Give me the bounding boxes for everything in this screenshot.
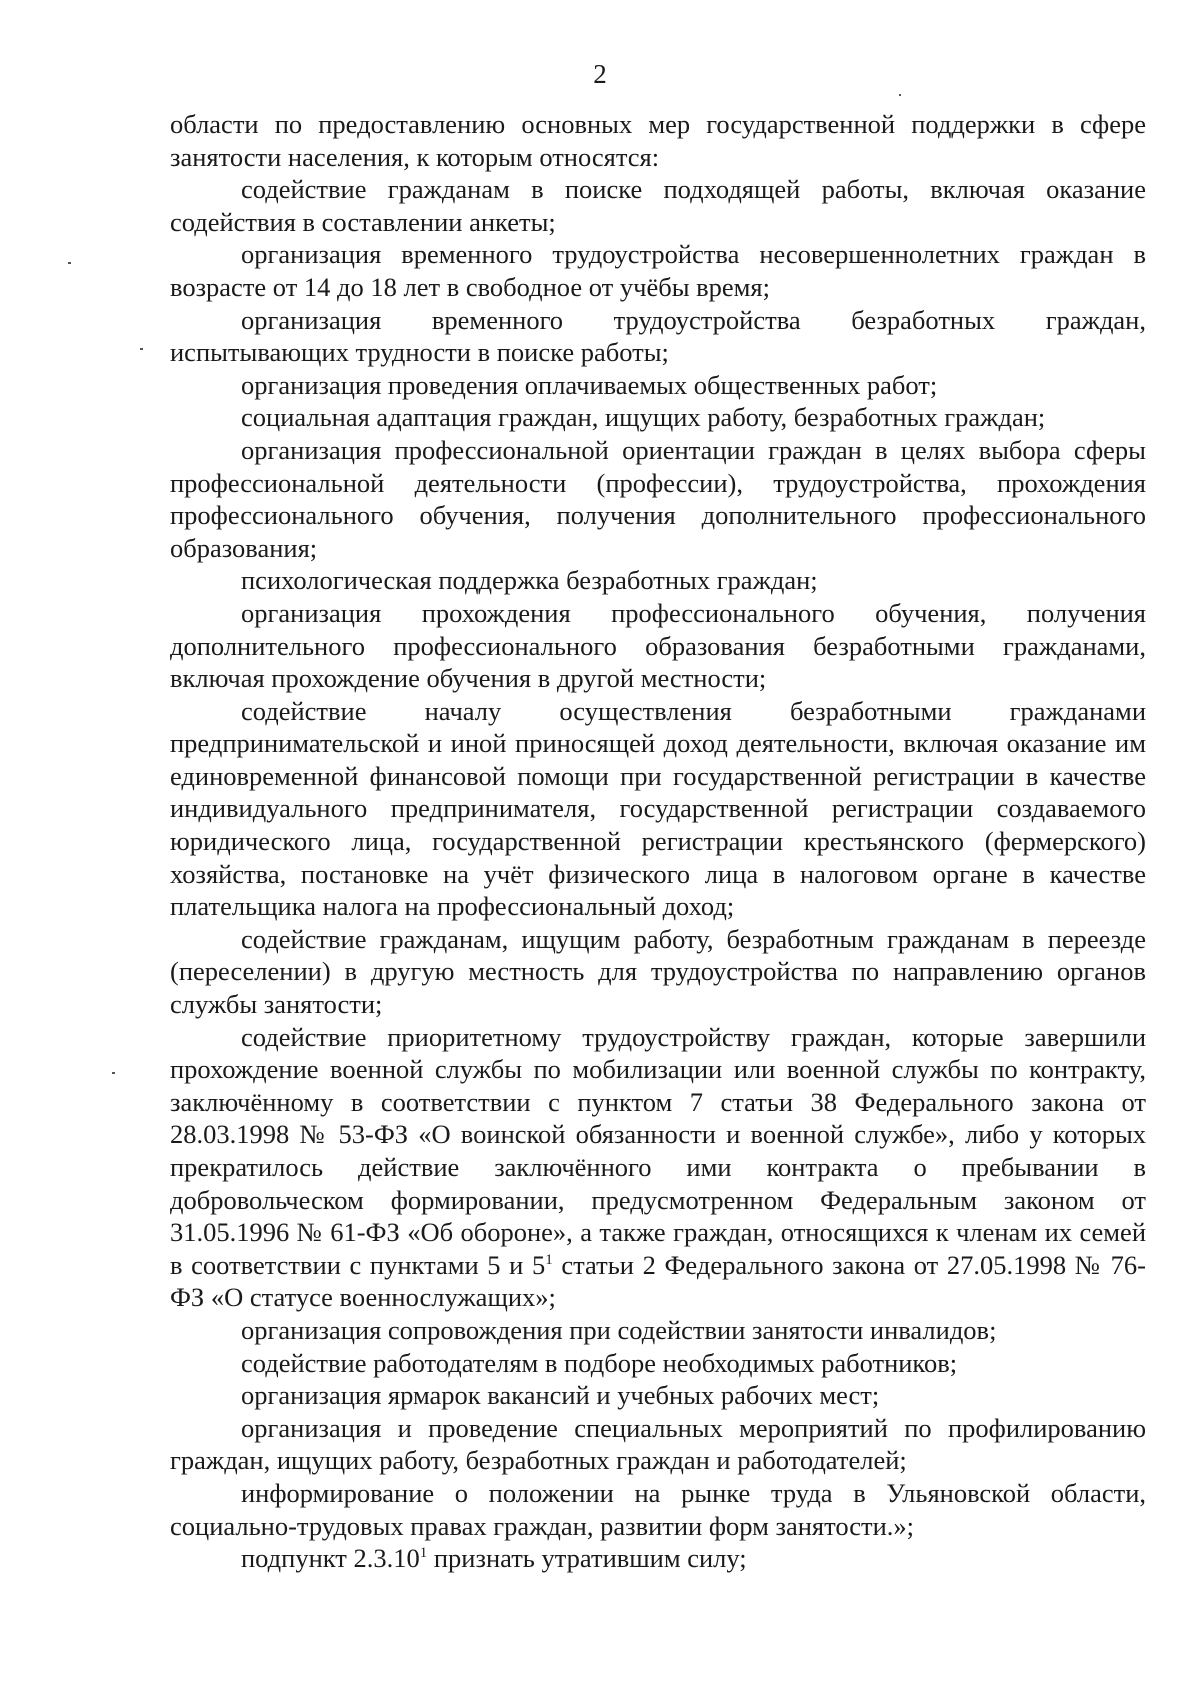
superscript-marker: 1 [545,1251,553,1268]
paragraph-unemployed-temporary: организация временного трудоустройства безработных граждан, испытывающих трудности в поиске работы; [170,304,1146,368]
subpoint-text-start: подпункт 2.3.10 [241,1543,420,1574]
superscript-marker: 1 [419,1545,428,1562]
subpoint-text-end: признать утратившим силу; [427,1543,747,1574]
paragraph-job-search: содействие гражданам в поиске подходящей работы, включая оказание содействия в составлении анкеты; [170,174,1146,237]
paragraph-psychological-support: психологическая поддержка безработных граждан; [241,565,818,596]
paragraph-career-guidance: организация профессиональной ориентации граждан в целях выбора сферы профессиональной деятельности (профессии), трудоустройства, прохождения профессионального обучения, получения дополнительного профессионального образования; [170,434,1146,563]
paragraph-employer-assistance: содействие работодателям в подборе необходимых работников; [241,1347,958,1378]
paragraph-social-adaptation: социальная адаптация граждан, ищущих работу, безработных граждан; [241,402,1046,433]
paragraph-military-employment [170,1021,1146,1314]
scan-speck [899,94,901,96]
paragraph-job-fairs: организация ярмарок вакансий и учебных рабочих мест; [241,1380,880,1411]
paragraph-training: организация прохождения профессионального обучения, получения дополнительного профессионального образования безработными гражданами, включая прохождение обучения в другой местности; [170,597,1146,694]
scan-speck [140,348,143,350]
military-text-end: статьи 2 Федерального закона от 27.05.1998 № 76-ФЗ «О статусе военнослужащих»; [170,1249,1146,1313]
scan-speck [112,1072,115,1074]
paragraph-disabled-support: организация сопровождения при содействии занятости инвалидов; [241,1314,997,1345]
paragraph-intro: области по предоставлению основных мер государственной поддержки в сфере занятости населения, к которым относятся: [170,109,1146,172]
paragraph-entrepreneurship: содействие началу осуществления безработными гражданами предпринимательской и иной приносящей доход деятельности, включая оказание им единовременной финансовой помощи при государственной регистрации в качестве индивидуального предпринимателя, государственной регистрации создаваемого юридического лица, государственной регистрации крестьянского (фермерского) хозяйства, постановке на учёт физического лица в налоговом органе в качестве плательщика налога на профессиональный доход; [170,695,1146,922]
paragraph-profiling: организация и проведение специальных мероприятий по профилированию граждан, ищущих работу, безработных граждан и работодателей; [170,1412,1146,1476]
paragraph-labor-market-info: информирование о положении на рынке труда в Ульяновской области, социально-трудовых правах граждан, развитии форм занятости.»; [170,1477,1146,1541]
scan-speck [68,262,71,264]
paragraph-relocation: содействие гражданам, ищущим работу, безработным гражданам в переезде (переселении) в другую местность для трудоустройства по направлению органов службы занятости; [170,923,1146,1020]
paragraph-public-works: организация проведения оплачиваемых общественных работ; [241,369,938,400]
paragraph-minors-employment: организация временного трудоустройства несовершеннолетних граждан в возрасте от 14 до 18 лет в свободное от учёбы время; [170,239,1146,302]
military-text-start: содействие приоритетному трудоустройству граждан, которые завершили прохождение военной службы по мобилизации или военной службы по контракту, заключённому в соответствии с пунктом 7 статьи 38 Федерального закона от 28.03.1998 № 53-ФЗ «О воинской обязанности и военной службе», либо у которых прекратилось действие заключённого ими контракта о пребывании в добровольческом формировании, предусмотренном Федеральным законом от 31.05.1996 № 61-ФЗ «Об обороне», а также граждан, относящихся к членам их семей в соответствии с пунктами 5 и 5 [170,1021,1146,1280]
paragraph-subpoint-repeal [170,1542,1146,1575]
page-number: 2 [593,59,607,89]
document-body [170,108,1146,1575]
